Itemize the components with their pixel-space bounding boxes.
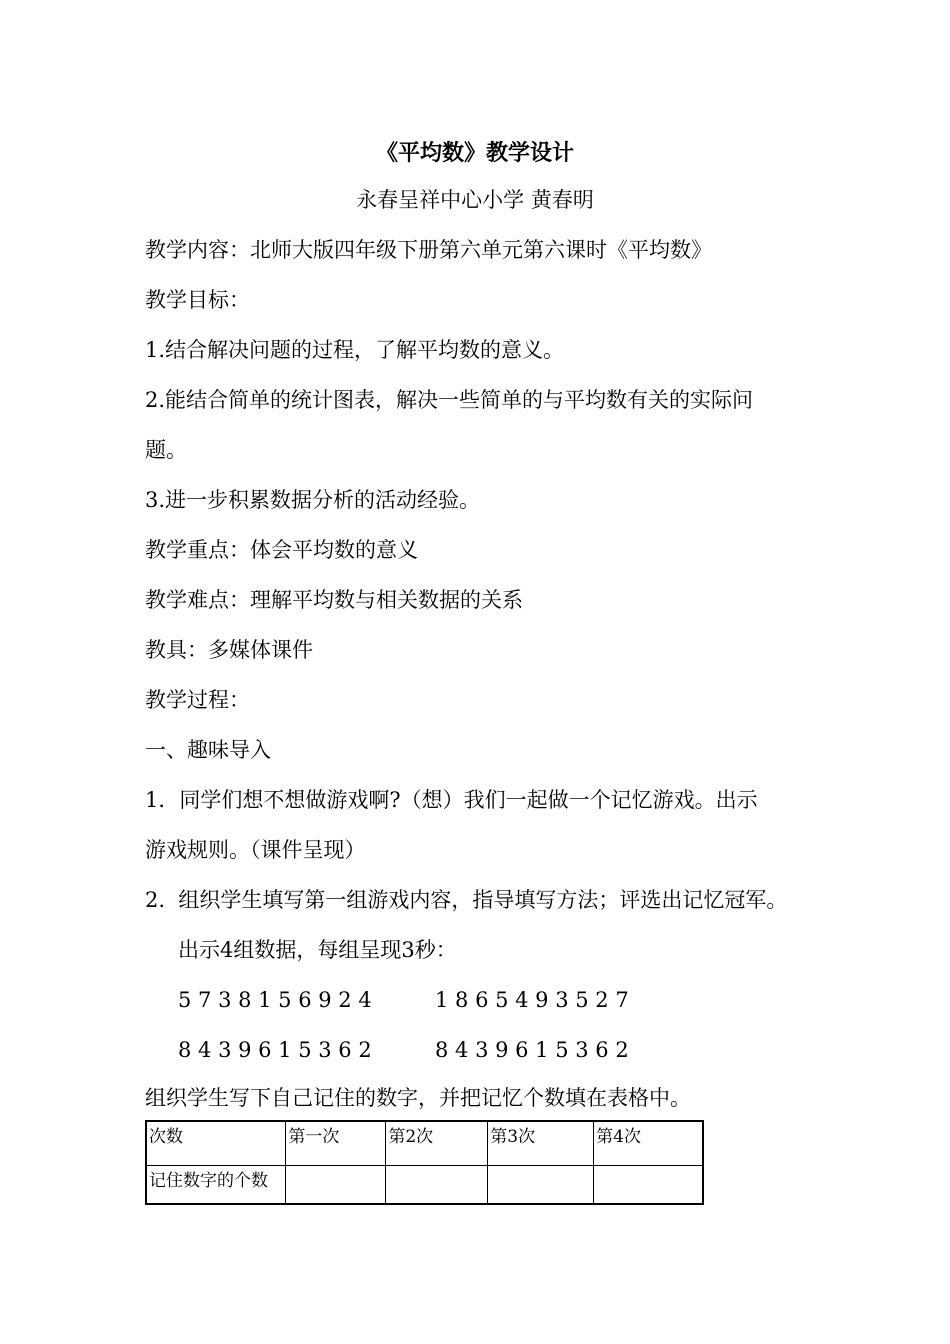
author-line: 永春呈祥中心小学 黄春明	[356, 188, 594, 212]
goal-1: 1.结合解决问题的过程，了解平均数的意义。	[145, 338, 565, 362]
memory-record-table	[145, 1120, 704, 1205]
digits-row-2-group-b: 8 4 3 9 6 1 5 3 6 2	[435, 1038, 629, 1062]
step-2: 2. 组织学生填写第一组游戏内容，指导填写方法；评选出记忆冠军。	[145, 888, 788, 912]
goal-2-line-2: 题。	[145, 438, 187, 462]
show-data-instruction: 出示4组数据，每组呈现3秒：	[178, 938, 457, 962]
step-1-line-1: 1．同学们想不想做游戏啊?（想）我们一起做一个记忆游戏。出示	[145, 788, 758, 812]
digits-row-1-group-b: 1 8 6 5 4 9 3 5 2 7	[435, 988, 629, 1012]
table-header-cell: 第4次	[594, 1121, 703, 1166]
digits-row-1-group-a: 5 7 3 8 1 5 6 9 2 4	[178, 988, 372, 1012]
table-cell	[594, 1166, 703, 1205]
digits-row-2-group-a: 8 4 3 9 6 1 5 3 6 2	[178, 1038, 372, 1062]
teaching-content: 教学内容：北师大版四年级下册第六单元第六课时《平均数》	[145, 238, 712, 262]
table-header-cell: 次数	[146, 1121, 286, 1166]
teaching-tools: 教具：多媒体课件	[145, 638, 313, 662]
section-1-heading: 一、趣味导入	[145, 738, 271, 762]
table-cell	[488, 1166, 594, 1205]
table-header-cell: 第2次	[386, 1121, 488, 1166]
step-1-line-2: 游戏规则。（课件呈现）	[145, 838, 366, 862]
document-title: 《平均数》教学设计	[375, 140, 574, 166]
table-cell	[386, 1166, 488, 1205]
row-label-cell: 记住数字的个数	[146, 1166, 286, 1205]
difficulty: 教学难点：理解平均数与相关数据的关系	[145, 588, 523, 612]
table-header-cell: 第一次	[286, 1121, 386, 1166]
table-cell	[286, 1166, 386, 1205]
goal-2-line-1: 2.能结合简单的统计图表，解决一些简单的与平均数有关的实际问	[145, 388, 754, 412]
table-header-row	[146, 1121, 703, 1166]
key-point: 教学重点：体会平均数的意义	[145, 538, 418, 562]
process-heading: 教学过程：	[145, 688, 250, 712]
table-instruction: 组织学生写下自己记住的数字，并把记忆个数填在表格中。	[145, 1086, 691, 1110]
goals-heading: 教学目标：	[145, 288, 250, 312]
table-row	[146, 1166, 703, 1205]
goal-3: 3.进一步积累数据分析的活动经验。	[145, 488, 481, 512]
table-header-cell: 第3次	[488, 1121, 594, 1166]
